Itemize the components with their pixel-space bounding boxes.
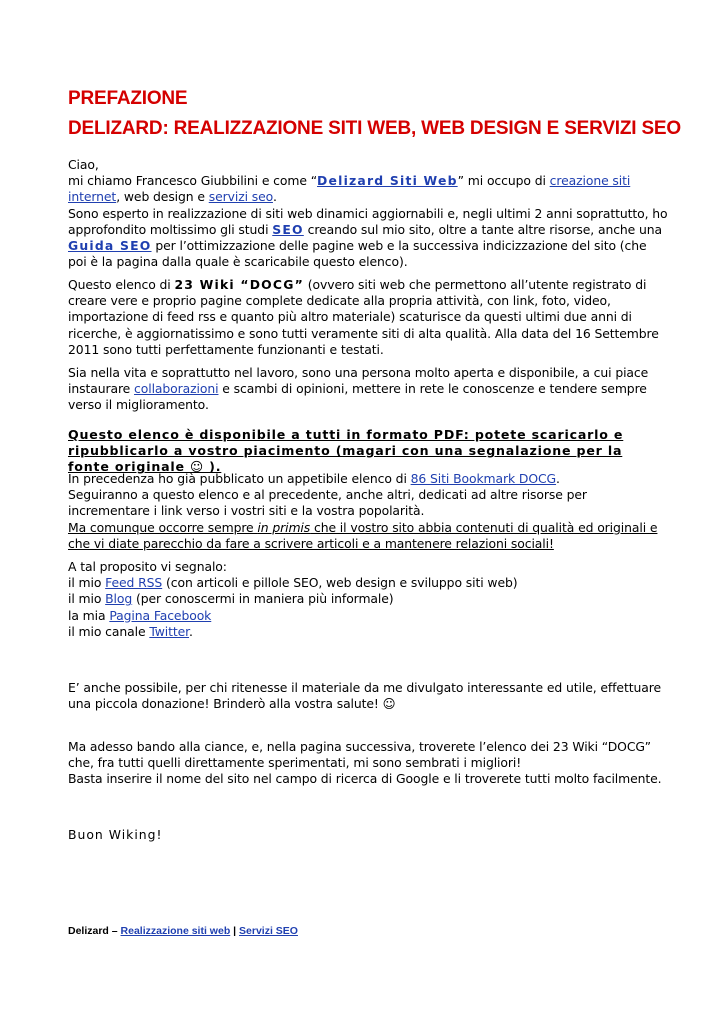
collab-text: e scambi di opinioni, mettere in rete le conoscenze e tendere sempre verso il miglioramento.: [68, 381, 647, 413]
bookmark-docg-link[interactable]: 86 Siti Bookmark DOCG: [410, 471, 557, 486]
links-intro: A tal proposito vi segnalo:: [68, 559, 227, 574]
facebook-prefix: la mia: [68, 607, 110, 623]
blog-prefix: il mio: [68, 591, 106, 607]
closing-greeting: Buon Wiking!: [68, 827, 163, 842]
wiki-list-paragraph: [68, 277, 668, 358]
pdf-notice-text: Questo elenco è disponibile a tutti in formato PDF: potete scaricarlo e ripubblicarlo a vostro piacimento (magari con una segnalazione per la fonte originale ☺ ).: [68, 427, 624, 475]
guida-seo-link[interactable]: Guida SEO: [68, 238, 152, 254]
expertise-text: [68, 206, 668, 271]
expertise-part: creando sul mio sito, oltre a tante altre risorse, anche una: [303, 221, 663, 237]
wiki-text: Questo elenco di: [68, 277, 175, 292]
wiki-text: (ovvero siti web che permettono all’utente registrato di creare vere e proprio pagine complete dedicate alla propria attività, con link, foto, video, importazione di feed rss e quanto più altro materiale) scaturisce da questi ultimi due anni di ricerche, è aggiornatissimo e sono tutti veramente siti di alta qualità. Alla data del 16 Settembre 2011 sono tutti perfettamente funzionanti e testati.: [68, 277, 659, 357]
blog-link[interactable]: Blog: [105, 591, 133, 607]
feed-rss-link[interactable]: Feed RSS: [105, 575, 163, 591]
collaborazioni-link[interactable]: collaborazioni: [134, 381, 219, 397]
previous-text: In precedenza ho già pubblicato un appetibile elenco di: [68, 471, 411, 486]
upcoming-text: Seguiranno a questo elenco e al precedente, anche altri, dedicati ad altre risorse per incrementare i link verso i vostri siti e la vostra popolarità.: [68, 487, 587, 519]
page-title: PREFAZIONE: [68, 88, 188, 109]
next-page-paragraph: [68, 739, 668, 788]
google-search-text: Basta inserire il nome del sito nel campo di ricerca di Google e li troverete tutti molto facilmente.: [68, 771, 662, 787]
quality-note: [68, 520, 668, 552]
links-section: [68, 559, 668, 640]
expertise-part: Sono esperto in realizzazione di siti web dinamici aggiornabili e, negli ultimi 2 anni soprattutto, ho approfondito moltissimo gli studi: [68, 205, 668, 237]
page-subtitle: DELIZARD: REALIZZAZIONE SITI WEB, WEB DESIGN E SERVIZI SEO: [68, 118, 681, 139]
previous-text: .: [556, 471, 560, 486]
feed-suffix: (con articoli e pillole SEO, web design e sviluppo siti web): [162, 575, 518, 591]
footer-servizi-seo-link[interactable]: Servizi SEO: [239, 925, 298, 937]
blog-line: [68, 591, 668, 607]
creazione-siti-link[interactable]: creazione siti internet: [68, 173, 631, 205]
servizi-seo-link[interactable]: servizi seo: [208, 189, 273, 205]
intro-text: mi chiamo Francesco Giubbilini e come “: [68, 173, 318, 189]
pdf-notice: [68, 427, 668, 476]
feed-line: [68, 575, 668, 591]
twitter-line: [68, 624, 668, 640]
intro-paragraph: [68, 157, 668, 270]
quality-text: Ma comunque occorre sempre: [68, 519, 258, 535]
twitter-link[interactable]: Twitter: [149, 623, 190, 639]
feed-prefix: il mio: [68, 575, 106, 591]
seo-link[interactable]: SEO: [272, 221, 304, 237]
collaboration-paragraph: [68, 365, 668, 414]
footer-brand: Delizard –: [68, 925, 121, 937]
twitter-prefix: il mio canale: [68, 623, 150, 639]
intro-text: ” mi occupo di: [457, 173, 550, 189]
previous-list-paragraph: [68, 471, 668, 552]
blog-suffix: (per conoscermi in maniera più informale): [132, 591, 394, 607]
intro-line: [68, 173, 668, 205]
quality-italic: in primis: [257, 519, 311, 535]
footer-realizzazione-link[interactable]: Realizzazione siti web: [120, 925, 231, 937]
brand-link[interactable]: Delizard Siti Web: [317, 173, 458, 189]
quality-text: che il vostro sito abbia contenuti di qualità ed originali e che vi diate parecchio da fare a scrivere articoli e a mantenere relazioni sociali!: [68, 519, 658, 551]
greeting: Ciao,: [68, 157, 99, 172]
footer: [68, 925, 298, 937]
intro-text: , web design e: [116, 189, 209, 205]
wiki-count-bold: 23 Wiki “DOCG”: [174, 277, 304, 292]
expertise-part: per l’ottimizzazione delle pagine web e la successiva indicizzazione del sito (che poi è la pagina dalla quale è scaricabile questo elenco).: [68, 238, 647, 270]
facebook-line: [68, 608, 668, 624]
collab-text: Sia nella vita e soprattutto nel lavoro, sono una persona molto aperta e disponibile, a cui piace instaurare: [68, 365, 649, 397]
footer-separator: |: [230, 925, 240, 937]
donation-paragraph: [68, 680, 668, 712]
facebook-page-link[interactable]: Pagina Facebook: [109, 607, 212, 623]
donation-text: E’ anche possibile, per chi ritenesse il materiale da me divulgato interessante ed utile, effettuare una piccola donazione! Brinderò alla vostra salute! ☺: [68, 680, 661, 712]
twitter-suffix: .: [189, 623, 193, 639]
next-page-text: Ma adesso bando alla ciance, e, nella pagina successiva, troverete l’elenco dei 23 Wiki “DOCG” che, fra tutti quelli direttamente sperimentati, mi sono sembrati i migliori!: [68, 739, 651, 771]
intro-text: .: [272, 189, 277, 205]
